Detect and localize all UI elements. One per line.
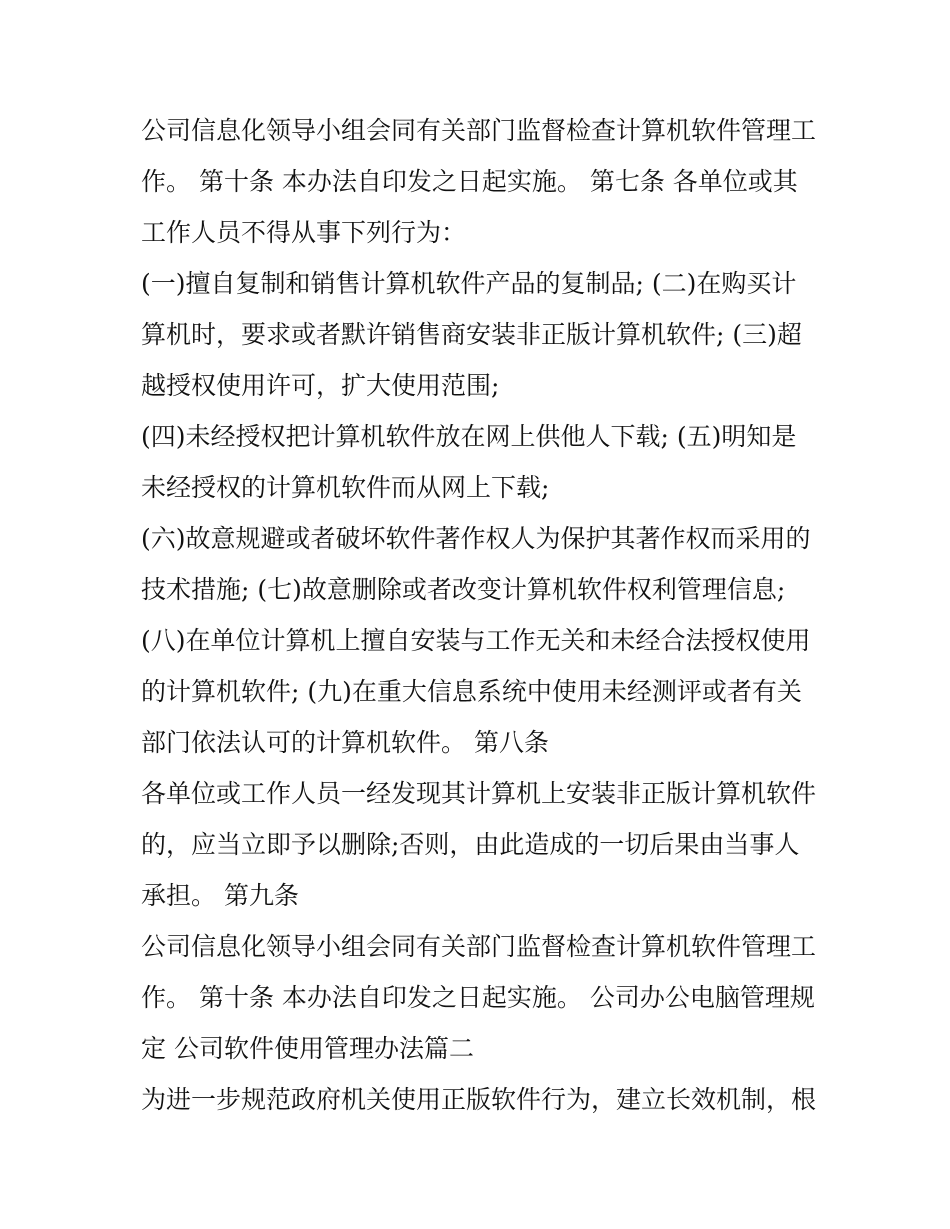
document-body — [141, 105, 817, 1125]
text-line: 公司信息化领导小组会同有关部门监督检查计算机软件管理工 — [141, 116, 817, 145]
text-line: 的计算机软件; (九)在重大信息系统中使用未经测评或者有关 — [141, 677, 802, 706]
text-line: 技术措施; (七)故意删除或者改变计算机软件权利管理信息; — [141, 575, 786, 604]
text-line: 为进一步规范政府机关使用正版软件行为，建立长效机制，根 — [141, 1085, 817, 1114]
text-line: 定 公司软件使用管理办法篇二 — [141, 1034, 474, 1063]
text-line: (一)擅自复制和销售计算机软件产品的复制品; (二)在购买计 — [141, 269, 797, 298]
text-line: 作。 第十条 本办法自印发之日起实施。 第七条 各单位或其 — [141, 167, 798, 196]
text-line: 各单位或工作人员一经发现其计算机上安装非正版计算机软件 — [141, 779, 817, 808]
text-line: 的，应当立即予以删除;否则，由此造成的一切后果由当事人 — [141, 830, 800, 859]
text-line: 越授权使用许可，扩大使用范围; — [141, 371, 500, 400]
text-line: (六)故意规避或者破坏软件著作权人为保护其著作权而采用的 — [141, 524, 811, 553]
text-line: 承担。 第九条 — [141, 881, 299, 910]
text-line: 算机时，要求或者默许销售商安装非正版计算机软件; (三)超 — [141, 320, 802, 349]
text-line: 部门依法认可的计算机软件。 第八条 — [141, 728, 549, 757]
text-line: (四)未经授权把计算机软件放在网上供他人下载; (五)明知是 — [141, 422, 797, 451]
text-line: 未经授权的计算机软件而从网上下载; — [141, 473, 550, 502]
text-line: 公司信息化领导小组会同有关部门监督检查计算机软件管理工 — [141, 932, 817, 961]
text-line: (八)在单位计算机上擅自安装与工作无关和未经合法授权使用 — [141, 626, 811, 655]
text-line: 工作人员不得从事下列行为： — [141, 218, 467, 247]
text-line: 作。 第十条 本办法自印发之日起实施。 公司办公电脑管理规 — [141, 983, 815, 1012]
